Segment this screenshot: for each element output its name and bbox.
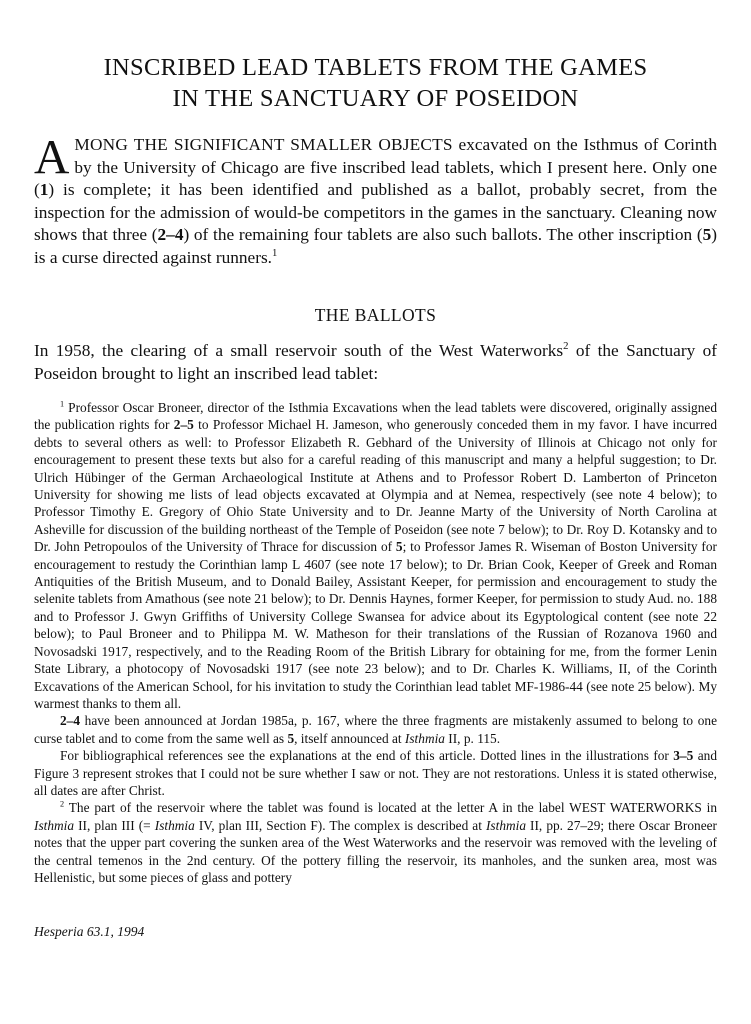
footnotes: [34, 399, 717, 886]
drop-cap: A: [34, 129, 70, 184]
footnote-ref-2[interactable]: 2: [563, 340, 569, 353]
footnote-1-paragraph-3: For bibliographical references see the explanations at the end of this article. Dotted lines in the illustrations for 3–5 and Figure 3 represent strokes that I could not be sure whether I saw or not. They are not restorations. Unless it is stated otherwise, all dates are after Christ.: [34, 748, 717, 798]
footnote-number: 2: [60, 799, 65, 809]
title-line-1: INSCRIBED LEAD TABLETS FROM THE GAMES: [103, 54, 648, 81]
footnote-ref-1[interactable]: 1: [272, 246, 278, 259]
footnote-1-paragraph-2: 2–4 have been announced at Jordan 1985a, p. 167, where the three fragments are mistakenly assumed to belong to one curse tablet and to come from the same well as 5, itself announced at Isthmia II, p. 115.: [34, 713, 717, 746]
footnote-number: 1: [60, 399, 65, 409]
footnote-1: $^1$ Professor Oscar Broneer, director of the Isthmia Excavations when the lead tablets were discovered, originally assigned the publication rights for 2–5 to Professor Michael H. Jameson, who generously conceded them in my favor. I have incurred debts to several others as well: to Professor Elizabeth R. Gebhard of the University of Illinois at Chicago not only for encouragement to present these texts but also for a careful reading of this manuscript and many a helpful suggestion; to Dr. Ulrich Hübinger of the German Archaeological Institute at Athens and to Professor Robert D. Lamberton of Princeton University for showing me lists of lead objects excavated at Olympia and at Nemea, respectively (see note 4 below); to Professor Timothy E. Gregory of Ohio State University and to Dr. Jeanne Marty of the University of North Carolina at Asheville for discussion of the building northeast of the Temple of Poseidon (see note 7 below); to Dr. Roy D. Kotansky and to Dr. John Petropoulos of the University of Thrace for discussion of 5; to Professor James R. Wiseman of Boston University for encouragement to restudy the Corinthian lamp L 4607 (see note 17 below); to Dr. Brian Cook, Keeper of Greek and Roman Antiquities of the British Museum, and to Donald Bailey, Assistant Keeper, for permission and encouragement to study the selenite tablets from Amathous (see note 21 below); to Dr. Dennis Haynes, former Keeper, for permission to study Aud. no. 188 and to Professor J. Gwyn Griffiths of University College Swansea for advice about its Egyptological content (see note 22 below); to Paul Broneer and to Philippa M. W. Matheson for their translations of the Russian of Rozanova 1960 and Novosadski 1917, respectively, and to the Reading Room of the British Library for obtaining for me, from the former Lenin State Library, a photocopy of Novosadski 1917 (see note 23 below); and to Dr. Charles K. Williams, II, of the Corinth Excavations of the American School, for his invitation to study the Corinthian lead tablet MF-1986-44 (see note 25 below). My warmest thanks to them all.: [34, 399, 717, 711]
intro-paragraph: AMONG THE SIGNIFICANT SMALLER OBJECTS excavated on the Isthmus of Corinth by the University of Chicago are five inscribed lead tablets, which I present here. Only one (1) is complete; it has been identified and published as a ballot, probably secret, from the inspection for the admission of would-be competitors in the games in the sanctuary. Cleaning now shows that three (2–4) of the remaining four tablets are also such ballots. The other inscription (5) is a curse directed against runners.$^1$: [34, 129, 717, 267]
title-line-2: IN THE SANCTUARY OF POSEIDON: [172, 85, 579, 112]
page: [34, 52, 717, 886]
footnote-2: $^2$ The part of the reservoir where the tablet was found is located at the letter A in the label WEST WATERWORKS in Isthmia II, plan III (= Isthmia IV, plan III, Section F). The complex is described at Isthmia II, pp. 27–29; there Oscar Broneer notes that the upper part covering the sunken area of the West Waterworks and the reservoir was removed with the leveling of the central temenos in the 2nd century. Of the pottery filling the reservoir, its manholes, and the sunken area, most was Hellenistic, but some pieces of glass and pottery: [34, 799, 718, 885]
intro-lead-caps: MONG THE SIGNIFICANT SMALLER OBJECTS: [74, 135, 453, 154]
section-heading: THE BALLOTS: [314, 305, 437, 325]
journal-citation: Hesperia 63.1, 1994: [34, 924, 145, 939]
body-paragraph: In 1958, the clearing of a small reservoir south of the West Waterworks$^2$ of the Sanctuary of Poseidon brought to light an inscribed lead tablet:: [34, 340, 717, 383]
article-title: [34, 52, 717, 114]
